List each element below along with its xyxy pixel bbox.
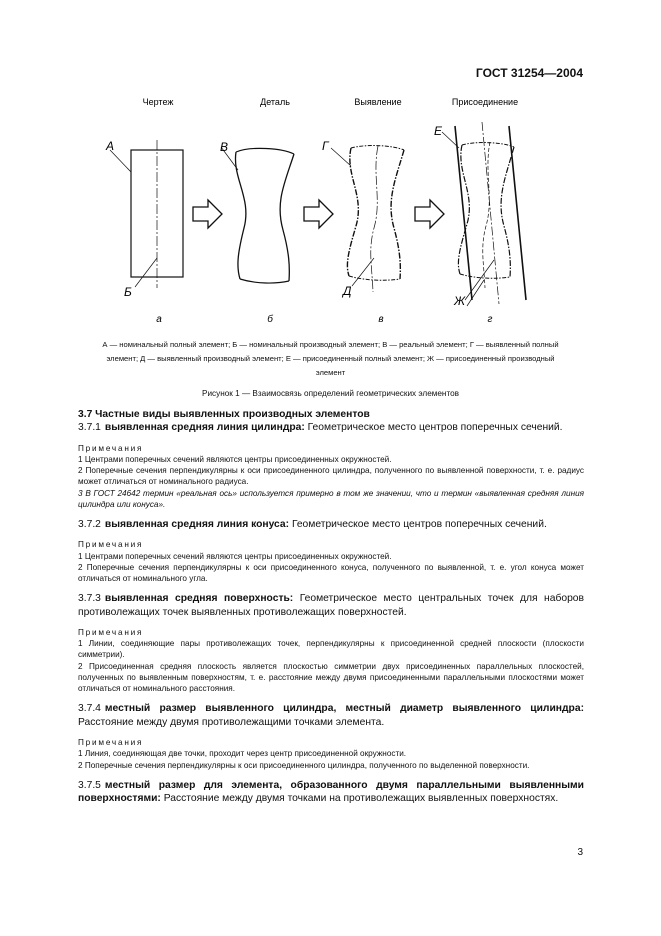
page-number: 3	[577, 847, 583, 858]
sublabel-b: б	[267, 314, 273, 325]
sublabel-g: г	[487, 314, 493, 325]
arrow-right-icon	[415, 200, 444, 228]
figure-1	[0, 0, 661, 330]
note: 2 Присоединенная средняя плоскость является плоскостью симметрии двух присоединенных параллельных плоскостей, полученных по выявленным поверхностям, т. е. расстояние между двумя присоединенными параллельными плоскостями может отличаться от номинального расстояния.	[78, 661, 584, 694]
column-title-part: Деталь	[260, 97, 290, 107]
column-title-drawing: Чертеж	[142, 97, 174, 107]
legend-line: элемент	[315, 368, 346, 377]
notes-block: Примечания 1 Центрами поперечных сечений являются центры присоединенных окружностей. 2 Поперечные сечения перпендикулярны к оси присоединенного цилиндра, полученного по выявленной поверхности, т. е. радиус может отличаться от номинального радиуса. 3 В ГОСТ 24642 термин «реальная ось» используется примерно в том же значении, что и термин «выявленная средняя линия цилиндра или конуса».	[78, 443, 584, 509]
notes-block: Примечания 1 Линии, соединяющие пары противолежащих точек, перпендикулярны к присоединенной средней плоскости (плоскости симметрии). 2 Присоединенная средняя плоскость является плоскостью симметрии двух присоединенных параллельных плоскостей, полученных по выявленным поверхностям, т. е. расстояние между двумя присоединенными параллельными плоскостями может отличаться от номинального расстояния.	[78, 628, 584, 694]
label-ZH: Ж	[454, 294, 466, 308]
notes-block: Примечания 1 Линия, соединяющая две точки, проходит через центр присоединенной окружности. 2 Поперечные сечения перпендикулярны к оси присоединенного цилиндра, полученного по выделенной поверхности.	[78, 737, 584, 771]
document-code: ГОСТ 31254—2004	[475, 66, 583, 80]
figure-legend	[78, 338, 583, 380]
part-real-element	[221, 147, 294, 283]
note: 2 Поперечные сечения перпендикулярны к оси присоединенного цилиндра, полученного по выявленной поверхности, т. е. радиус может отличаться от номинального радиуса.	[78, 466, 584, 487]
term-definition: 3.7.2 выявленная средняя линия конуса: Геометрическое место центров поперечных сечений.	[78, 519, 547, 531]
section-title: 3.7 Частные виды выявленных производных элементов	[78, 409, 370, 420]
legend-line: А — номинальный полный элемент; Б — номинальный производный элемент; В — реальный элемент; Г — выявленный полный	[102, 340, 559, 349]
extracted-element	[331, 146, 404, 292]
sublabel-v: в	[378, 314, 384, 325]
column-title-extraction: Выявление	[354, 97, 402, 107]
note: 3 В ГОСТ 24642 термин «реальная ось» используется примерно в том же значении, что и термин «выявленная средняя линия цилиндра или конуса».	[78, 488, 584, 509]
arrow-right-icon	[304, 200, 333, 228]
term-definition: 3.7.3 выявленная средняя поверхность: Геометрическое место центральных точек для наборов противолежащих точек выявленных противолежащих поверхностей.	[78, 593, 584, 618]
drawing-nominal-element	[110, 140, 183, 288]
figure-caption: Рисунок 1 — Взаимосвязь определений геометрических элементов	[201, 389, 460, 398]
note: 2 Поперечные сечения перпендикулярны к оси присоединенного конуса, полученного по выявленной, т. е. угол конуса может отличаться от номинального угла.	[78, 562, 584, 584]
document-body	[78, 408, 584, 806]
associated-element	[442, 122, 526, 306]
label-E: Е	[434, 124, 443, 138]
label-V: В	[220, 140, 229, 154]
note: 1 Центрами поперечных сечений являются центры присоединенных окружностей.	[78, 551, 392, 561]
note: 2 Поперечные сечения перпендикулярны к оси присоединенного цилиндра, полученного по выделенной поверхности.	[78, 760, 530, 770]
notes-block: Примечания 1 Центрами поперечных сечений являются центры присоединенных окружностей. 2 Поперечные сечения перпендикулярны к оси присоединенного конуса, полученного по выявленной, т. е. угол конуса может отличаться от номинального угла.	[78, 540, 584, 584]
note: 1 Линии, соединяющие пары противолежащих точек, перпендикулярны к присоединенной средней плоскости (плоскости симметрии).	[78, 639, 584, 660]
label-A: А	[106, 139, 115, 153]
note: 1 Линия, соединяющая две точки, проходит через центр присоединенной окружности.	[78, 749, 407, 759]
column-title-association: Присоединение	[451, 97, 519, 107]
term-definition: 3.7.5 местный размер для элемента, образованного двумя параллельными выявленными поверхностями: Расстояние между двумя точками на противолежащих выявленных поверхностях.	[78, 779, 584, 805]
label-D: Д	[343, 284, 352, 298]
label-G: Г	[322, 139, 329, 153]
term-definition: 3.7.1 выявленная средняя линия цилиндра: Геометрическое место центров поперечных сечений.	[78, 422, 563, 434]
note: 1 Центрами поперечных сечений являются центры присоединенных окружностей.	[78, 455, 392, 465]
term-definition: 3.7.4 местный размер выявленного цилиндра, местный диаметр выявленного цилиндра: Расстояние между двумя противолежащими точками элемента.	[78, 703, 584, 728]
legend-line: элемент; Д — выявленный производный элемент; Е — присоединенный полный элемент; Ж — присоединенный производный	[106, 354, 555, 363]
label-B: Б	[124, 285, 132, 299]
sublabel-a: а	[156, 314, 162, 325]
arrow-right-icon	[193, 200, 222, 228]
